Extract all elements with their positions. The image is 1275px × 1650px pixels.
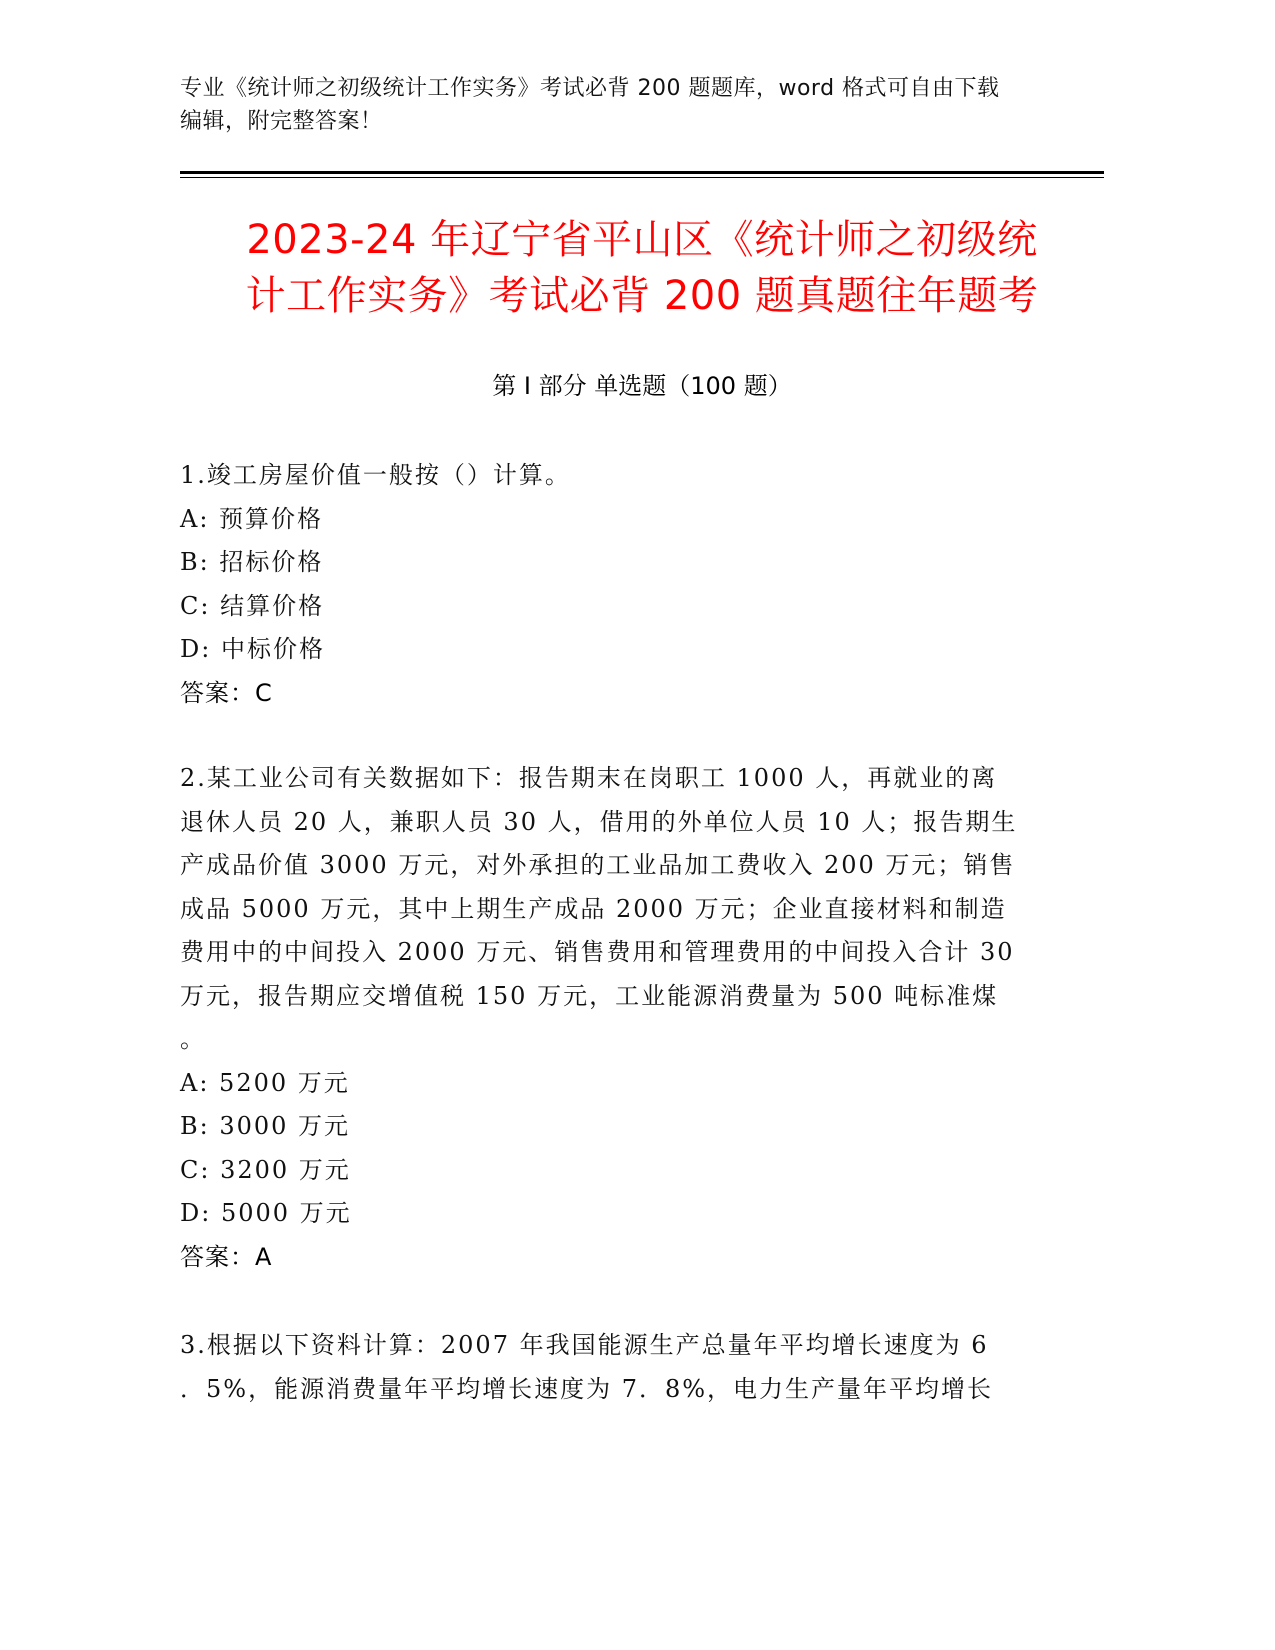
question-2-stem-line-4: 成品 5000 万元，其中上期生产成品 2000 万元；企业直接材料和制造 — [180, 894, 1007, 923]
question-1-option-b: B: 招标价格 — [180, 548, 324, 576]
question-2-answer: 答案：A — [180, 1242, 273, 1271]
header-note-line-2: 编辑，附完整答案！ — [180, 109, 383, 134]
section-heading: 第 I 部分 单选题（100 题） — [492, 372, 792, 400]
header-note-line-1: 专业《统计师之初级统计工作实务》考试必背 200 题题库，word 格式可自由下载 — [180, 76, 1000, 101]
document-title — [180, 212, 1104, 324]
question-2-stem-line-6: 万元，报告期应交增值税 150 万元，工业能源消费量为 500 吨标准煤 — [180, 981, 999, 1010]
header-divider-thin — [180, 177, 1104, 178]
question-3 — [180, 1324, 1040, 1411]
question-2-option-a: A: 5200 万元 — [180, 1068, 350, 1097]
question-2-stem-line-2: 退休人员 20 人，兼职人员 30 人，借用的外单位人员 10 人；报告期生 — [180, 807, 1018, 836]
question-2-option-b: B: 3000 万元 — [180, 1112, 351, 1140]
header-note — [180, 72, 1040, 138]
question-2-option-d: D: 5000 万元 — [180, 1199, 352, 1227]
question-2-stem-line-7: 。 — [180, 1025, 206, 1053]
header-divider-thick — [180, 171, 1104, 174]
question-2-option-c: C: 3200 万元 — [180, 1155, 351, 1184]
question-1-answer: 答案：C — [180, 678, 273, 707]
question-3-stem-line-2: ．5%，能源消费量年平均增长速度为 7．8%，电力生产量年平均增长 — [180, 1374, 994, 1403]
question-1-option-d: D: 中标价格 — [180, 635, 325, 663]
document-title-line-1: 2023-24 年辽宁省平山区《统计师之初级统 — [246, 217, 1038, 263]
question-3-stem-line-1: 3.根据以下资料计算：2007 年我国能源生产总量年平均增长速度为 6 — [180, 1331, 989, 1359]
question-2-stem-line-1: 2.某工业公司有关数据如下：报告期末在岗职工 1000 人，再就业的离 — [180, 764, 998, 792]
question-1-option-c: C: 结算价格 — [180, 591, 325, 620]
question-2-stem-line-5: 费用中的中间投入 2000 万元、销售费用和管理费用的中间投入合计 30 — [180, 938, 1015, 966]
document-title-line-2: 计工作实务》考试必背 200 题真题往年题考 — [245, 273, 1039, 319]
question-2-stem-line-3: 产成品价值 3000 万元，对外承担的工业品加工费收入 200 万元；销售 — [180, 851, 1016, 879]
question-1-option-a: A: 预算价格 — [180, 504, 324, 533]
question-1 — [180, 454, 1040, 715]
question-2 — [180, 757, 1040, 1279]
question-1-stem: 1.竣工房屋价值一般按（）计算。 — [180, 461, 571, 489]
